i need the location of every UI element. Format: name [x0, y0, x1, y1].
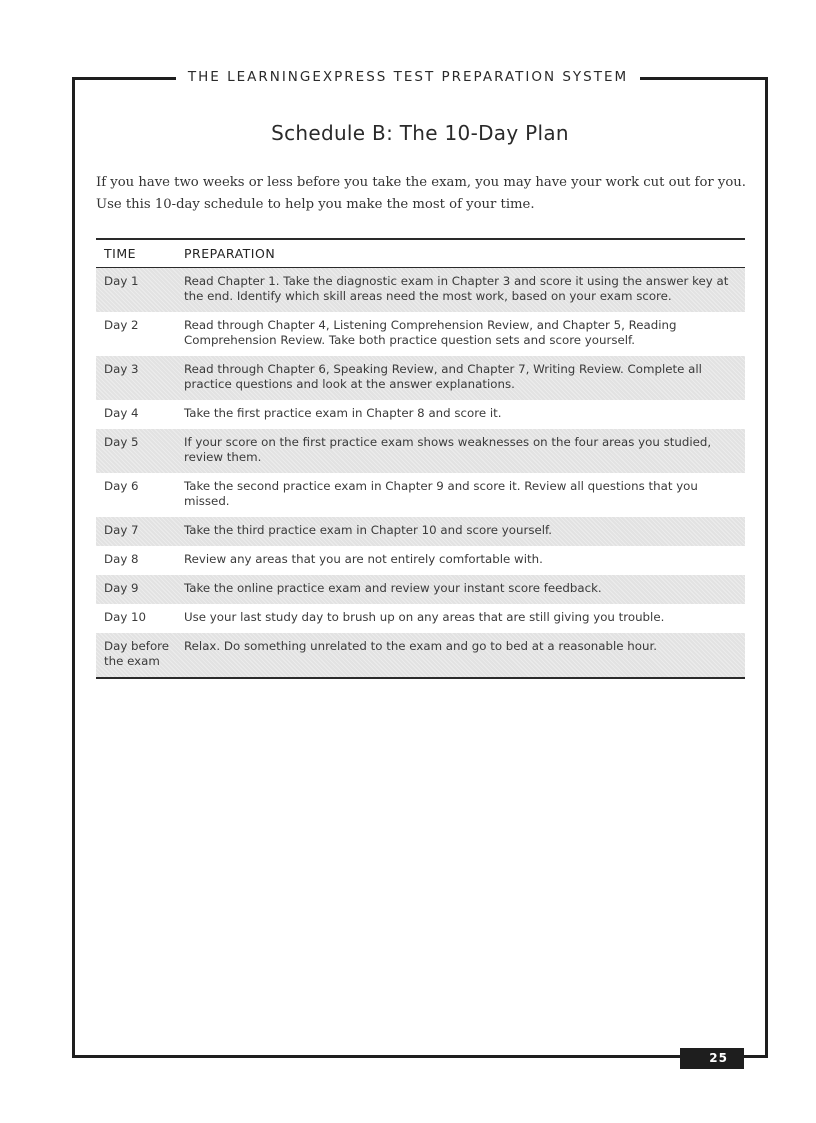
row-time: Day 8 — [104, 552, 139, 566]
row-time: Day 9 — [104, 581, 139, 595]
header-time: TIME — [104, 246, 137, 261]
row-time: Day 10 — [104, 610, 147, 624]
running-header — [0, 66, 816, 85]
row-preparation: Take the third practice exam in Chapter 10 and score yourself. — [184, 523, 553, 537]
table-row — [96, 633, 745, 677]
table-header — [96, 240, 745, 268]
row-preparation: Take the second practice exam in Chapter 9 and score it. Review all questions that you missed. — [184, 479, 698, 508]
table-row — [96, 429, 745, 473]
row-preparation: Read through Chapter 6, Speaking Review, and Chapter 7, Writing Review. Complete all practice questions and look at the answer explanations. — [184, 362, 702, 391]
header-preparation: PREPARATION — [184, 246, 276, 261]
page-title: Schedule B: The 10-Day Plan — [271, 121, 569, 145]
row-time: Day 4 — [104, 406, 139, 420]
row-time: Day 6 — [104, 479, 139, 493]
table-row — [96, 517, 745, 546]
row-time: Day 7 — [104, 523, 139, 537]
row-preparation: If your score on the first practice exam shows weaknesses on the four areas you studied, review them. — [184, 435, 712, 464]
page-frame-bottom-rule — [72, 1055, 768, 1058]
row-time: Day 5 — [104, 435, 139, 449]
table-row — [96, 312, 745, 356]
page-number: 25 — [680, 1048, 744, 1069]
table-row — [96, 400, 745, 429]
running-header-text: THE LEARNINGEXPRESS TEST PREPARATION SYSTEM — [176, 69, 640, 85]
schedule-table — [96, 238, 745, 679]
table-row — [96, 604, 745, 633]
row-time: Day 1 — [104, 274, 139, 288]
row-preparation: Review any areas that you are not entirely comfortable with. — [184, 552, 543, 566]
intro-paragraph: If you have two weeks or less before you take the exam, you may have your work cut out for you. Use this 10-day schedule to help you make the most of your time. — [96, 175, 746, 212]
row-preparation: Take the first practice exam in Chapter 8 and score it. — [184, 406, 502, 420]
table-row — [96, 268, 745, 312]
table-row — [96, 575, 745, 604]
row-preparation: Relax. Do something unrelated to the exam and go to bed at a reasonable hour. — [184, 639, 657, 653]
row-preparation: Take the online practice exam and review your instant score feedback. — [184, 581, 602, 595]
table-row — [96, 356, 745, 400]
table-row — [96, 546, 745, 575]
row-preparation: Read Chapter 1. Take the diagnostic exam in Chapter 3 and score it using the answer key at the end. Identify which skill areas need the most work, based on your exam score. — [184, 274, 729, 303]
table-row — [96, 473, 745, 517]
row-preparation: Use your last study day to brush up on any areas that are still giving you trouble. — [184, 610, 665, 624]
row-time: Day before the exam — [104, 639, 170, 668]
row-time: Day 3 — [104, 362, 139, 376]
row-time: Day 2 — [104, 318, 139, 332]
row-preparation: Read through Chapter 4, Listening Comprehension Review, and Chapter 5, Reading Comprehension Review. Take both practice question sets and score yourself. — [184, 318, 677, 347]
